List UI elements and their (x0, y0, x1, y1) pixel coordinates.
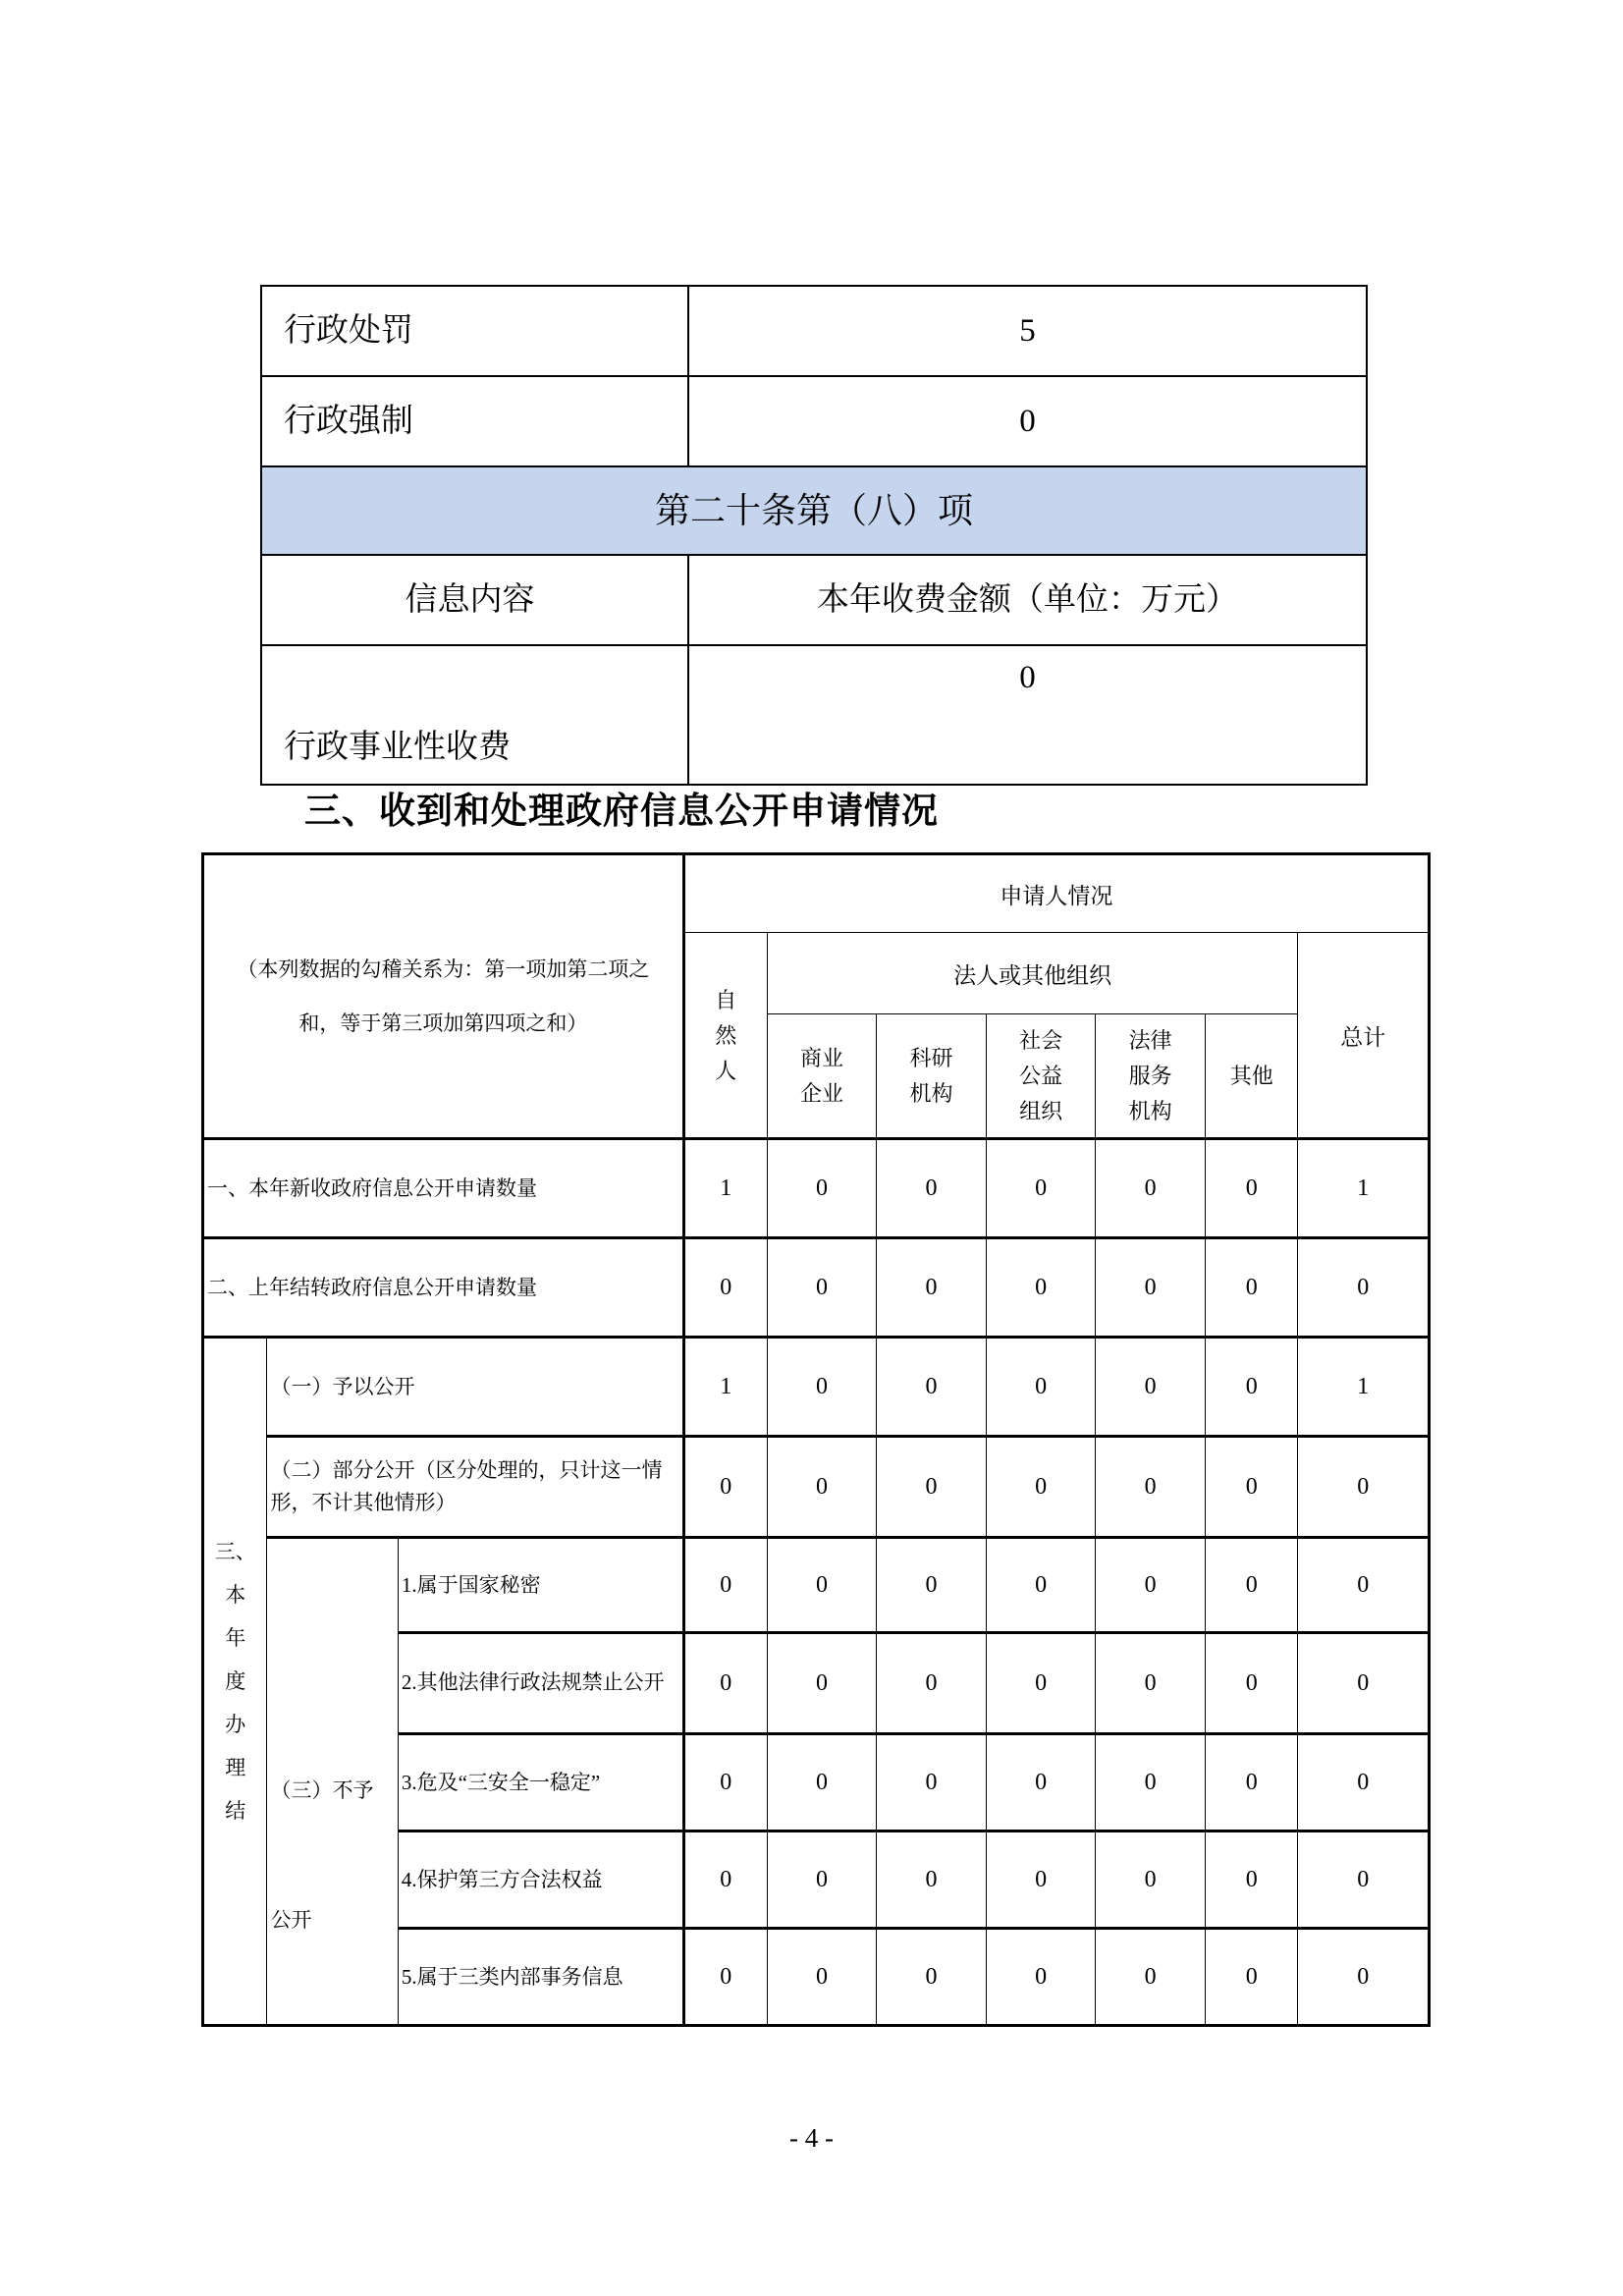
cell-value: 0 (877, 1338, 987, 1437)
cell-value: 1 (683, 1338, 767, 1437)
cell-value: 0 (767, 1734, 877, 1831)
fees-row-label: 行政强制 (261, 376, 688, 466)
fees-row-value: 0 (688, 645, 1367, 785)
note-line-1: （本列数据的勾稽关系为：第一项加第二项之 (237, 957, 650, 982)
cell-value: 0 (1096, 1929, 1206, 2026)
header-natural-person-char-3: 人 (715, 1058, 737, 1083)
row-label-carried-over: 二、上年结转政府信息公开申请数量 (203, 1238, 684, 1338)
cell-value: 0 (986, 1633, 1096, 1734)
fees-section-header: 第二十条第（八）项 (261, 466, 1367, 555)
requests-table-note (204, 943, 682, 1050)
note-line-2: 和，等于第三项加第四项之和） (298, 1011, 588, 1035)
cell-value: 0 (877, 1831, 987, 1929)
cell-value: 0 (986, 1238, 1096, 1338)
cell-value: 0 (1205, 1238, 1298, 1338)
cell-value: 0 (767, 1929, 877, 2026)
header-total: 总计 (1298, 933, 1430, 1139)
table-row (203, 1139, 1430, 1238)
cell-value: 0 (1205, 1437, 1298, 1538)
cell-value: 0 (683, 1437, 767, 1538)
group-label-annual-processing: 三、 本 年 度 办 理 结 (203, 1338, 267, 2026)
requests-table (201, 852, 1431, 2027)
cell-value: 0 (877, 1139, 987, 1238)
cell-value: 0 (877, 1929, 987, 2026)
cell-value: 0 (1096, 1139, 1206, 1238)
cell-value: 0 (877, 1633, 987, 1734)
cell-value: 0 (986, 1139, 1096, 1238)
cell-value: 0 (1205, 1538, 1298, 1633)
table-row (203, 1437, 1430, 1538)
cell-value: 0 (767, 1633, 877, 1734)
header-research-institution: 科研 机构 (877, 1014, 987, 1139)
cell-value: 0 (767, 1538, 877, 1633)
table-row (261, 645, 1367, 785)
cell-value: 1 (1298, 1139, 1430, 1238)
cell-value: 0 (1205, 1929, 1298, 2026)
cell-value: 0 (683, 1633, 767, 1734)
fees-column-header-value: 本年收费金额（单位：万元） (688, 555, 1367, 645)
page-number: - 4 - (789, 2123, 834, 2153)
table-row (203, 1238, 1430, 1338)
cell-value: 0 (683, 1831, 767, 1929)
cell-value: 0 (1298, 1238, 1430, 1338)
header-legal-service-org: 法律 服务 机构 (1096, 1014, 1206, 1139)
cell-value: 0 (1298, 1633, 1430, 1734)
fees-row-label: 行政事业性收费 (261, 645, 688, 785)
cell-value: 0 (1298, 1734, 1430, 1831)
cell-value: 0 (877, 1238, 987, 1338)
fees-table-container (260, 285, 1368, 786)
cell-value: 0 (986, 1734, 1096, 1831)
cell-value: 0 (1205, 1338, 1298, 1437)
section-heading: 三、收到和处理政府信息公开申请情况 (304, 790, 939, 832)
header-applicant-situation: 申请人情况 (683, 854, 1429, 933)
cell-value: 0 (877, 1734, 987, 1831)
row-label-law-prohibited: 2.其他法律行政法规禁止公开 (398, 1633, 683, 1734)
cell-value: 0 (767, 1139, 877, 1238)
header-natural-person-char-1: 自 (715, 987, 737, 1012)
row-label-endanger-security: 3.危及“三安全一稳定” (398, 1734, 683, 1831)
table-row (261, 286, 1367, 376)
table-row (261, 376, 1367, 466)
requests-table-container (201, 852, 1431, 2027)
cell-value: 0 (877, 1437, 987, 1538)
cell-value: 0 (986, 1437, 1096, 1538)
table-row (203, 1338, 1430, 1437)
cell-value: 0 (1205, 1139, 1298, 1238)
cell-value: 0 (986, 1831, 1096, 1929)
cell-value: 0 (1096, 1633, 1206, 1734)
row-label-new-requests: 一、本年新收政府信息公开申请数量 (203, 1139, 684, 1238)
cell-value: 0 (986, 1538, 1096, 1633)
header-legal-person: 法人或其他组织 (767, 933, 1298, 1014)
cell-value: 0 (683, 1734, 767, 1831)
fees-column-header-label: 信息内容 (261, 555, 688, 645)
cell-value: 0 (877, 1538, 987, 1633)
cell-value: 0 (1096, 1538, 1206, 1633)
cell-value: 0 (1298, 1437, 1430, 1538)
header-social-welfare-org: 社会 公益 组织 (986, 1014, 1096, 1139)
table-row-section-header (261, 466, 1367, 555)
cell-value: 0 (1205, 1734, 1298, 1831)
cell-value: 0 (767, 1437, 877, 1538)
row-label-partial-disclosure: （二）部分公开（区分处理的，只计这一情形，不计其他情形） (267, 1437, 683, 1538)
row-label-third-party-rights: 4.保护第三方合法权益 (398, 1831, 683, 1929)
header-natural-person (683, 933, 767, 1139)
cell-value: 0 (1096, 1238, 1206, 1338)
cell-value: 0 (1298, 1929, 1430, 2026)
table-row-column-header (261, 555, 1367, 645)
fees-row-value: 0 (688, 376, 1367, 466)
cell-value: 0 (1096, 1338, 1206, 1437)
cell-value: 0 (767, 1831, 877, 1929)
cell-value: 0 (1205, 1831, 1298, 1929)
fees-row-value: 5 (688, 286, 1367, 376)
row-label-internal-affairs: 5.属于三类内部事务信息 (398, 1929, 683, 2026)
cell-value: 0 (1096, 1734, 1206, 1831)
table-header-row (203, 854, 1430, 933)
cell-value: 0 (683, 1238, 767, 1338)
cell-value: 0 (986, 1338, 1096, 1437)
cell-value: 0 (1298, 1831, 1430, 1929)
cell-value: 0 (1298, 1538, 1430, 1633)
fees-table (260, 285, 1368, 786)
cell-value: 0 (1096, 1437, 1206, 1538)
row-label-disclosed: （一）予以公开 (267, 1338, 683, 1437)
cell-value: 0 (767, 1338, 877, 1437)
fees-row-label: 行政处罚 (261, 286, 688, 376)
cell-value: 0 (1205, 1633, 1298, 1734)
header-other: 其他 (1205, 1014, 1298, 1139)
group-label-not-disclosed: （三）不予 公开 (267, 1538, 398, 2026)
cell-value: 0 (1096, 1831, 1206, 1929)
row-label-state-secret: 1.属于国家秘密 (398, 1538, 683, 1633)
cell-value: 1 (1298, 1338, 1430, 1437)
cell-value: 1 (683, 1139, 767, 1238)
cell-value: 0 (683, 1929, 767, 2026)
header-commercial-enterprise: 商业 企业 (767, 1014, 877, 1139)
table-row (203, 1538, 1430, 1633)
cell-value: 0 (767, 1238, 877, 1338)
cell-value: 0 (683, 1538, 767, 1633)
cell-value: 0 (986, 1929, 1096, 2026)
header-natural-person-char-2: 然 (715, 1022, 737, 1048)
